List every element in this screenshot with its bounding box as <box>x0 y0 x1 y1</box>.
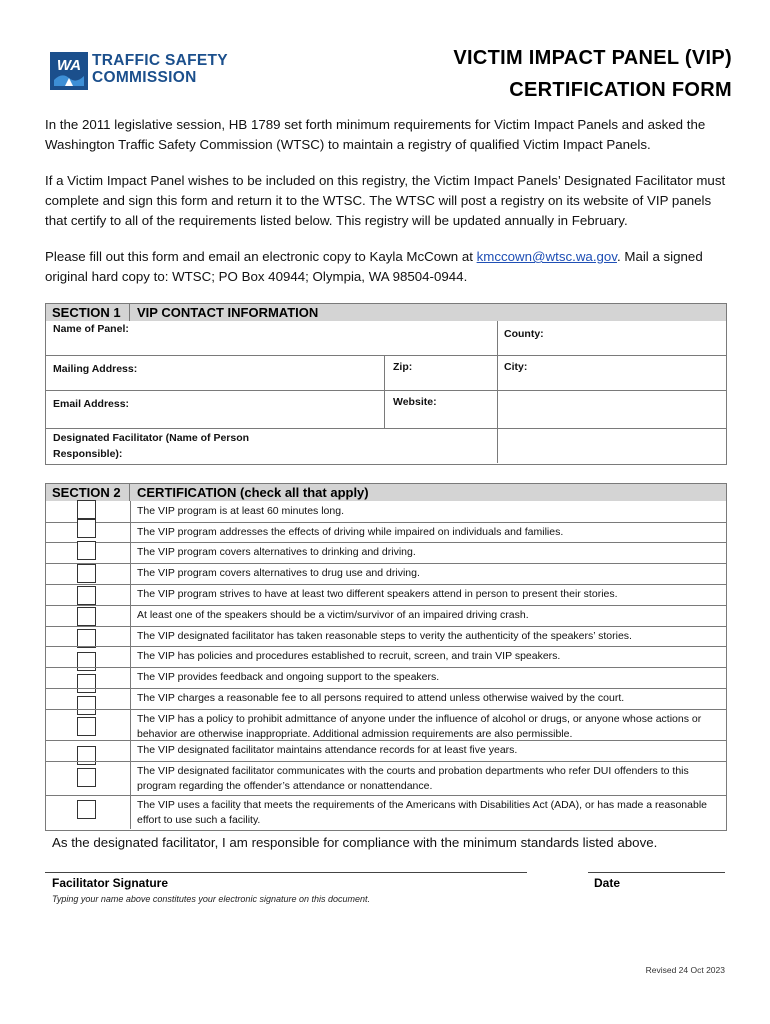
email-link[interactable]: kmccown@wtsc.wa.gov <box>476 249 617 264</box>
section-1-title: VIP CONTACT INFORMATION <box>137 305 319 320</box>
mailing-text: . Mail a signed original hard copy to: WTSC; PO Box 40944; Olympia, WA 98504-0944. <box>45 249 703 284</box>
certification-item: The VIP provides feedback and ongoing support to the speakers. <box>137 671 440 683</box>
row-divider <box>46 563 726 564</box>
logo-badge: WA <box>56 57 82 74</box>
row-divider <box>46 390 726 391</box>
county-field[interactable]: County: <box>504 328 544 340</box>
column-divider-mid <box>384 355 385 428</box>
row-divider <box>46 626 726 627</box>
section-1-contact <box>45 303 727 465</box>
row-divider <box>46 542 726 543</box>
row-divider <box>46 584 726 585</box>
row-divider <box>46 605 726 606</box>
certification-checkbox[interactable] <box>77 746 96 765</box>
row-divider <box>46 761 726 762</box>
section-1-header <box>46 304 726 321</box>
certification-item: The VIP designated facilitator has taken reasonable steps to verity the authenticity of the speakers’ stories. <box>137 630 632 642</box>
row-divider <box>46 355 726 356</box>
section-1-label: SECTION 1 <box>46 304 130 321</box>
row-divider <box>46 667 726 668</box>
certification-checkbox[interactable] <box>77 717 96 736</box>
certification-item: The VIP program covers alternatives to drug use and driving. <box>137 567 420 579</box>
certification-checkbox[interactable] <box>77 674 96 693</box>
certification-checkbox[interactable] <box>77 652 96 671</box>
row-divider <box>46 795 726 796</box>
certification-checkbox[interactable] <box>77 564 96 583</box>
city-field[interactable]: City: <box>504 361 528 373</box>
section-2-label: SECTION 2 <box>46 484 130 501</box>
certification-item: The VIP program is at least 60 minutes long. <box>137 505 344 517</box>
row-divider <box>46 688 726 689</box>
certification-item: The VIP program strives to have at least two different speakers attend in person to present their stories. <box>137 588 618 600</box>
intro-paragraph-3 <box>45 247 735 287</box>
certification-checkbox[interactable] <box>77 800 96 819</box>
date-line[interactable] <box>588 872 725 873</box>
row-divider <box>46 522 726 523</box>
certification-item: The VIP has a policy to prohibit admittance of anyone under the influence of alcohol or drugs, or anyone whose actions or behavior are otherwise inappropriate. Additional admission requirements are also permissible. <box>137 713 702 740</box>
date-label: Date <box>594 876 621 890</box>
certification-item: The VIP charges a reasonable fee to all persons required to attend unless otherwise waived by the court. <box>137 692 625 704</box>
revision-date: Revised 24 Oct 2023 <box>645 965 725 975</box>
mailing-address-field[interactable]: Mailing Address: <box>53 363 138 375</box>
instructions-text: Please fill out this form and email an electronic copy to Kayla McCown at <box>45 249 477 264</box>
certification-item: The VIP designated facilitator communicates with the courts and probation departments who refer DUI offenders to this program regarding the offender’s attendance or nonattendance. <box>137 765 689 792</box>
intro-paragraph-1: In the 2011 legislative session, HB 1789 set forth minimum requirements for Victim Impact Panels and asked the Washington Traffic Safety Commission (WTSC) to maintain a registry of qualified Victim Impact Panels. <box>45 117 706 152</box>
row-divider <box>46 428 726 429</box>
column-divider-right <box>497 321 498 463</box>
section-2-header <box>46 484 726 501</box>
certification-checkbox[interactable] <box>77 696 96 715</box>
website-field[interactable]: Website: <box>393 396 437 408</box>
checkbox-column-divider <box>130 501 131 829</box>
certification-item: The VIP program covers alternatives to drinking and driving. <box>137 546 416 558</box>
certification-checkbox[interactable] <box>77 607 96 626</box>
logo-text <box>92 52 228 86</box>
certification-item: The VIP designated facilitator maintains attendance records for at least five years. <box>137 744 518 756</box>
section-2-title: CERTIFICATION (check all that apply) <box>137 485 369 500</box>
signature-line[interactable] <box>45 872 527 873</box>
zip-field[interactable]: Zip: <box>393 361 413 373</box>
page-title <box>453 42 732 106</box>
certification-checkbox[interactable] <box>77 541 96 560</box>
name-of-panel-field[interactable]: Name of Panel: <box>53 323 129 335</box>
certification-checkbox[interactable] <box>77 768 96 787</box>
certification-checkbox[interactable] <box>77 500 96 519</box>
email-address-field[interactable]: Email Address: <box>53 398 130 410</box>
facilitator-label-line-1: Designated Facilitator (Name of Person <box>53 432 250 444</box>
facilitator-name-field[interactable] <box>53 430 249 462</box>
row-divider <box>46 709 726 710</box>
row-divider <box>46 646 726 647</box>
certification-checkbox[interactable] <box>77 519 96 538</box>
certification-item: The VIP program addresses the effects of driving while impaired on individuals and families. <box>137 526 564 538</box>
certification-checkbox[interactable] <box>77 586 96 605</box>
facilitator-signature-label: Facilitator Signature <box>52 876 169 890</box>
intro-paragraph-2: If a Victim Impact Panel wishes to be included on this registry, the Victim Impact Panels’ Designated Facilitator must complete and sign this form and return it to the WTSC. The WTSC will post a registry on its website of VIP panels that certify to all of the requirements listed below. This registry will be updated annually in February. <box>45 173 726 228</box>
title-line-1: VICTIM IMPACT PANEL (VIP) <box>453 47 732 69</box>
row-divider <box>46 740 726 741</box>
acknowledgement-text: As the designated facilitator, I am responsible for compliance with the minimum standards listed above. <box>52 835 658 850</box>
title-line-2: CERTIFICATION FORM <box>509 79 732 101</box>
certification-item: The VIP uses a facility that meets the requirements of the Americans with Disabilities Act (ADA), or has made a reasonable effort to use such a facility. <box>137 799 707 826</box>
logo-line-2: COMMISSION <box>92 69 197 86</box>
section-2-certification <box>45 483 727 831</box>
facilitator-label-line-2: Responsible): <box>53 448 123 460</box>
logo-line-1: TRAFFIC SAFETY <box>92 52 228 69</box>
certification-item: At least one of the speakers should be a victim/survivor of an impaired driving crash. <box>137 609 529 621</box>
certification-item: The VIP has policies and procedures established to recruit, screen, and train VIP speakers. <box>137 650 561 662</box>
signature-note: Typing your name above constitutes your electronic signature on this document. <box>52 894 371 904</box>
